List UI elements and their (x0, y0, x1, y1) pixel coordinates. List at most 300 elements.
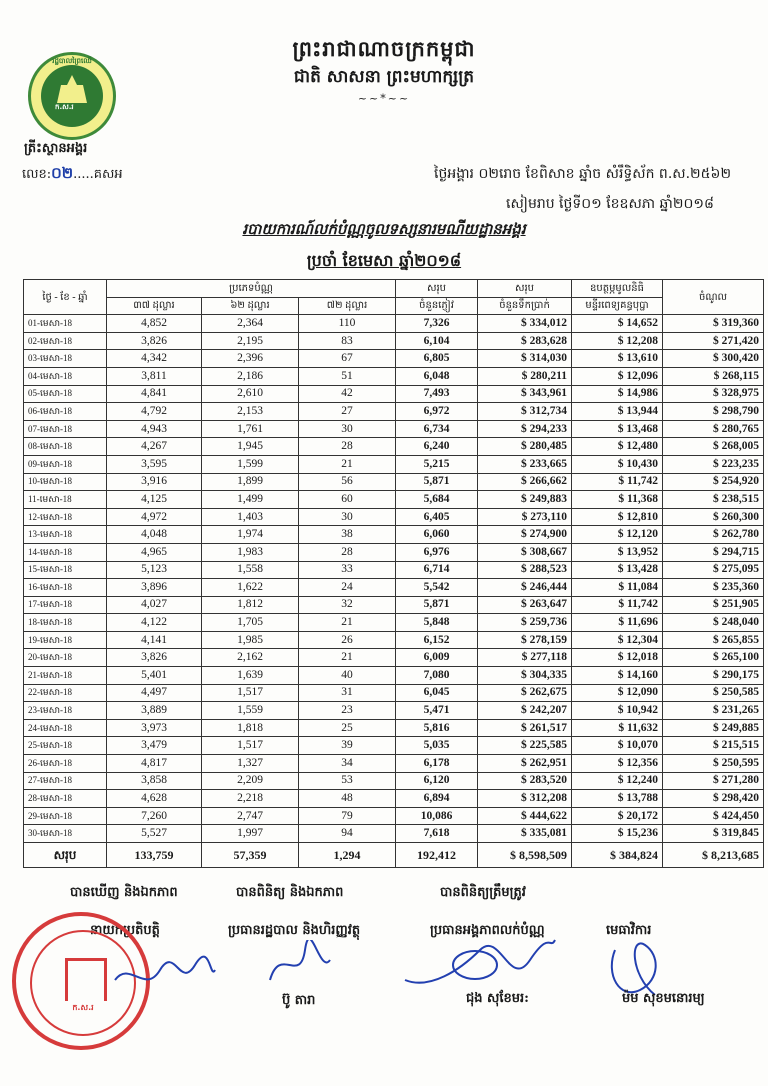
cell-37: 3,826 (107, 332, 202, 350)
cell-visitors: 6,734 (396, 420, 478, 438)
table-row (24, 526, 764, 544)
table-row (24, 790, 764, 808)
cell-72: 42 (299, 385, 396, 403)
cell-37: 4,048 (107, 526, 202, 544)
seen-approved-label: បានឃើញ និងឯកភាព (70, 885, 178, 900)
cell-date: 08-មេសា-18 (24, 438, 107, 456)
cell-money: $ 312,734 (478, 403, 572, 421)
table-row (24, 737, 764, 755)
cell-visitors: 5,871 (396, 473, 478, 491)
sales-table (23, 279, 764, 868)
header-ornament: ~~*~~ (357, 92, 411, 105)
cell-money: $ 233,665 (478, 455, 572, 473)
cell-72: 38 (299, 526, 396, 544)
cell-72: 32 (299, 596, 396, 614)
cell-72: 25 (299, 719, 396, 737)
cell-date: 16-មេសា-18 (24, 579, 107, 597)
table-row (24, 702, 764, 720)
admin-finance-title: ប្រធានរដ្ឋបាល និងហិរញ្ញវត្ថុ (228, 923, 361, 938)
cell-37: 4,965 (107, 543, 202, 561)
reference-value: ០២ (51, 164, 74, 182)
table-row (24, 332, 764, 350)
cell-62: 1,818 (202, 719, 299, 737)
cell-visitors: 5,471 (396, 702, 478, 720)
table-row (24, 543, 764, 561)
stamp-text: ក.ស.រ (72, 1003, 94, 1012)
cell-37: 4,125 (107, 491, 202, 509)
director-name: ម៉ម សុខមនោរម្យ (622, 991, 705, 1006)
col-total-visitors-bottom: ចំនួនភ្ញៀវ (396, 297, 478, 315)
cell-72: 31 (299, 684, 396, 702)
cell-62: 2,610 (202, 385, 299, 403)
cell-visitors: 6,009 (396, 649, 478, 667)
cell-72: 39 (299, 737, 396, 755)
cell-37: 3,595 (107, 455, 202, 473)
cell-37: 4,943 (107, 420, 202, 438)
cell-income: $ 271,280 (663, 772, 764, 790)
cell-income: $ 424,450 (663, 807, 764, 825)
cell-72: 53 (299, 772, 396, 790)
table-row (24, 772, 764, 790)
cell-money: $ 246,444 (478, 579, 572, 597)
col-62-dollar: ៦២ ដុល្លារ (202, 297, 299, 315)
total-72: 1,294 (299, 843, 396, 868)
cell-72: 48 (299, 790, 396, 808)
cell-62: 1,974 (202, 526, 299, 544)
cell-fund: $ 11,742 (572, 473, 663, 491)
cell-62: 1,639 (202, 667, 299, 685)
total-37: 133,759 (107, 843, 202, 868)
cell-62: 1,899 (202, 473, 299, 491)
cell-37: 5,527 (107, 825, 202, 843)
cell-money: $ 288,523 (478, 561, 572, 579)
table-row (24, 350, 764, 368)
cell-fund: $ 13,610 (572, 350, 663, 368)
cell-date: 09-មេសា-18 (24, 455, 107, 473)
office-name: ត្រីះស្ថានអង្គរ (24, 141, 88, 156)
cell-income: $ 265,100 (663, 649, 764, 667)
table-row (24, 420, 764, 438)
cell-37: 4,628 (107, 790, 202, 808)
cell-fund: $ 12,096 (572, 367, 663, 385)
cell-visitors: 6,104 (396, 332, 478, 350)
cell-income: $ 300,420 (663, 350, 764, 368)
cell-fund: $ 13,428 (572, 561, 663, 579)
reference-prefix: លេខ: (22, 167, 52, 182)
cell-income: $ 223,235 (663, 455, 764, 473)
cell-visitors: 6,045 (396, 684, 478, 702)
cell-date: 01-មេសា-18 (24, 315, 107, 333)
col-ticket-type: ប្រភេទបំណ្ណ (107, 280, 396, 298)
cell-visitors: 6,060 (396, 526, 478, 544)
cell-income: $ 319,845 (663, 825, 764, 843)
cell-fund: $ 12,240 (572, 772, 663, 790)
lunar-date: ថ្ងៃអង្គារ ០២រោច ខែពិសាខ ឆ្នាំច សំរឹទ្ធិស័ក ព.ស.២៥៦២ (434, 166, 732, 182)
table-row (24, 649, 764, 667)
cell-62: 1,517 (202, 684, 299, 702)
logo-tag: ក.ស.រ (55, 103, 74, 111)
cell-37: 3,811 (107, 367, 202, 385)
total-row (24, 843, 764, 868)
cell-date: 19-មេសា-18 (24, 631, 107, 649)
executive-director-title: នាយកប្រតិបត្តិ (90, 923, 160, 938)
cell-37: 3,858 (107, 772, 202, 790)
cell-37: 3,973 (107, 719, 202, 737)
cell-income: $ 280,765 (663, 420, 764, 438)
temple-icon (55, 75, 89, 103)
cell-income: $ 265,855 (663, 631, 764, 649)
col-fund-top: ឧបត្ថម្ភមូលនិធិ (572, 280, 663, 298)
cell-fund: $ 13,788 (572, 790, 663, 808)
cell-date: 28-មេសា-18 (24, 790, 107, 808)
cell-income: $ 271,420 (663, 332, 764, 350)
total-visitors: 192,412 (396, 843, 478, 868)
cell-fund: $ 12,480 (572, 438, 663, 456)
cell-date: 15-មេសា-18 (24, 561, 107, 579)
cell-72: 60 (299, 491, 396, 509)
cell-money: $ 261,517 (478, 719, 572, 737)
cell-37: 3,889 (107, 702, 202, 720)
reference-number (22, 164, 123, 186)
cell-37: 4,792 (107, 403, 202, 421)
table-row (24, 755, 764, 773)
cell-date: 14-មេសា-18 (24, 543, 107, 561)
cell-62: 1,558 (202, 561, 299, 579)
cell-72: 21 (299, 614, 396, 632)
cell-date: 21-មេសា-18 (24, 667, 107, 685)
cell-date: 13-មេសា-18 (24, 526, 107, 544)
table-row (24, 315, 764, 333)
cell-money: $ 280,211 (478, 367, 572, 385)
cell-62: 2,747 (202, 807, 299, 825)
cell-37: 4,972 (107, 508, 202, 526)
cell-72: 21 (299, 455, 396, 473)
cell-62: 1,327 (202, 755, 299, 773)
cell-37: 4,122 (107, 614, 202, 632)
cell-money: $ 334,012 (478, 315, 572, 333)
cell-fund: $ 20,172 (572, 807, 663, 825)
cell-visitors: 5,871 (396, 596, 478, 614)
cell-visitors: 7,326 (396, 315, 478, 333)
cell-visitors: 6,714 (396, 561, 478, 579)
total-62: 57,359 (202, 843, 299, 868)
cell-money: $ 259,736 (478, 614, 572, 632)
cell-money: $ 262,951 (478, 755, 572, 773)
col-fund-bottom: មន្ទីរពេទ្យគន្ធបុប្ផា (572, 297, 663, 315)
signature-executive (110, 950, 220, 1000)
cell-62: 1,599 (202, 455, 299, 473)
cell-62: 1,499 (202, 491, 299, 509)
cell-fund: $ 11,084 (572, 579, 663, 597)
cell-visitors: 5,215 (396, 455, 478, 473)
cell-72: 79 (299, 807, 396, 825)
cell-date: 05-មេសា-18 (24, 385, 107, 403)
cell-fund: $ 12,356 (572, 755, 663, 773)
cell-fund: $ 10,942 (572, 702, 663, 720)
cell-37: 5,401 (107, 667, 202, 685)
cell-money: $ 278,159 (478, 631, 572, 649)
cell-visitors: 5,816 (396, 719, 478, 737)
cell-date: 10-មេសា-18 (24, 473, 107, 491)
cell-income: $ 298,790 (663, 403, 764, 421)
agency-logo (28, 52, 116, 140)
cell-money: $ 280,485 (478, 438, 572, 456)
col-total-money-top: សរុប (478, 280, 572, 298)
cell-income: $ 294,715 (663, 543, 764, 561)
cell-72: 26 (299, 631, 396, 649)
cell-visitors: 6,805 (396, 350, 478, 368)
cell-72: 28 (299, 438, 396, 456)
table-row (24, 403, 764, 421)
cell-fund: $ 13,944 (572, 403, 663, 421)
table-row (24, 508, 764, 526)
cell-visitors: 6,972 (396, 403, 478, 421)
cell-money: $ 308,667 (478, 543, 572, 561)
cell-62: 2,162 (202, 649, 299, 667)
cell-37: 3,916 (107, 473, 202, 491)
cell-72: 28 (299, 543, 396, 561)
cell-income: $ 251,905 (663, 596, 764, 614)
cell-visitors: 6,976 (396, 543, 478, 561)
cell-72: 34 (299, 755, 396, 773)
table-row (24, 473, 764, 491)
cell-fund: $ 12,120 (572, 526, 663, 544)
cell-date: 02-មេសា-18 (24, 332, 107, 350)
reference-suffix: .....គសអ (73, 167, 123, 182)
cell-62: 2,364 (202, 315, 299, 333)
cell-money: $ 294,233 (478, 420, 572, 438)
stamp-temple-icon (65, 958, 107, 1001)
cell-62: 1,812 (202, 596, 299, 614)
cell-date: 25-មេសា-18 (24, 737, 107, 755)
cell-fund: $ 11,368 (572, 491, 663, 509)
cell-date: 06-មេសា-18 (24, 403, 107, 421)
cell-date: 30-មេសា-18 (24, 825, 107, 843)
cell-income: $ 268,115 (663, 367, 764, 385)
col-date: ថ្ងៃ - ខែ - ឆ្នាំ (24, 280, 107, 315)
cell-62: 1,761 (202, 420, 299, 438)
cell-date: 04-មេសា-18 (24, 367, 107, 385)
ticket-unit-title: ប្រធានអង្គភាពលក់បំណ្ណ (430, 923, 545, 938)
table-row (24, 684, 764, 702)
col-37-dollar: ៣៧ ដុល្លារ (107, 297, 202, 315)
cell-62: 1,983 (202, 543, 299, 561)
table-row (24, 561, 764, 579)
cell-income: $ 215,515 (663, 737, 764, 755)
cell-fund: $ 15,236 (572, 825, 663, 843)
cell-money: $ 266,662 (478, 473, 572, 491)
cell-fund: $ 11,632 (572, 719, 663, 737)
cell-income: $ 268,005 (663, 438, 764, 456)
cell-62: 1,985 (202, 631, 299, 649)
cell-72: 83 (299, 332, 396, 350)
cell-62: 1,997 (202, 825, 299, 843)
col-72-dollar: ៧២ ដុល្លារ (299, 297, 396, 315)
cell-72: 23 (299, 702, 396, 720)
col-total-visitors-top: សរុប (396, 280, 478, 298)
cell-37: 4,027 (107, 596, 202, 614)
logo-ring-text: រដ្ឋបាលព្រៃឈើ (52, 57, 92, 65)
table-row (24, 719, 764, 737)
solar-date: សៀមរាប ថ្ងៃទី០១ ខែឧសភា ឆ្នាំ២០១៨ (506, 196, 714, 212)
cell-date: 12-មេសា-18 (24, 508, 107, 526)
cell-money: $ 283,520 (478, 772, 572, 790)
cell-income: $ 250,585 (663, 684, 764, 702)
cell-37: 4,342 (107, 350, 202, 368)
cell-date: 27-មេសា-18 (24, 772, 107, 790)
cell-income: $ 235,360 (663, 579, 764, 597)
cell-72: 67 (299, 350, 396, 368)
table-row (24, 367, 764, 385)
total-fund: $ 384,824 (572, 843, 663, 868)
cell-37: 3,479 (107, 737, 202, 755)
cell-date: 29-មេសា-18 (24, 807, 107, 825)
cell-visitors: 6,894 (396, 790, 478, 808)
cell-date: 03-មេសា-18 (24, 350, 107, 368)
table-row (24, 596, 764, 614)
cell-fund: $ 12,090 (572, 684, 663, 702)
col-income: ចំណូល (663, 280, 764, 315)
cell-money: $ 263,647 (478, 596, 572, 614)
cell-money: $ 262,675 (478, 684, 572, 702)
cell-fund: $ 14,160 (572, 667, 663, 685)
cell-72: 94 (299, 825, 396, 843)
cell-income: $ 248,040 (663, 614, 764, 632)
cell-income: $ 262,780 (663, 526, 764, 544)
table-body (24, 315, 764, 843)
cell-income: $ 254,920 (663, 473, 764, 491)
cell-fund: $ 12,208 (572, 332, 663, 350)
cell-62: 1,945 (202, 438, 299, 456)
cell-72: 40 (299, 667, 396, 685)
cell-visitors: 6,240 (396, 438, 478, 456)
total-income: $ 8,213,685 (663, 843, 764, 868)
cell-37: 4,817 (107, 755, 202, 773)
cell-fund: $ 12,304 (572, 631, 663, 649)
col-total-money-bottom: ចំនួនទឹកប្រាក់ (478, 297, 572, 315)
report-period: ប្រចាំ ខែមេសា ឆ្នាំ២០១៨ (306, 251, 462, 270)
cell-fund: $ 13,952 (572, 543, 663, 561)
cell-72: 27 (299, 403, 396, 421)
cell-income: $ 238,515 (663, 491, 764, 509)
admin-name: ប៊ូ តារា (282, 993, 316, 1008)
cell-income: $ 231,265 (663, 702, 764, 720)
cell-money: $ 273,110 (478, 508, 572, 526)
cell-money: $ 274,900 (478, 526, 572, 544)
cell-visitors: 6,048 (396, 367, 478, 385)
signature-admin (260, 940, 340, 990)
cell-visitors: 6,152 (396, 631, 478, 649)
cell-money: $ 343,961 (478, 385, 572, 403)
cell-72: 24 (299, 579, 396, 597)
cell-date: 18-មេសា-18 (24, 614, 107, 632)
cell-money: $ 249,883 (478, 491, 572, 509)
cell-72: 51 (299, 367, 396, 385)
cell-62: 2,396 (202, 350, 299, 368)
cell-money: $ 304,335 (478, 667, 572, 685)
cell-money: $ 312,208 (478, 790, 572, 808)
cell-62: 1,622 (202, 579, 299, 597)
kingdom-heading: ព្រះរាជាណាចក្រកម្ពុជា (292, 36, 476, 61)
cell-62: 2,153 (202, 403, 299, 421)
table-row (24, 667, 764, 685)
cell-62: 2,218 (202, 790, 299, 808)
cell-money: $ 335,081 (478, 825, 572, 843)
cell-visitors: 10,086 (396, 807, 478, 825)
cell-62: 1,403 (202, 508, 299, 526)
cell-income: $ 275,095 (663, 561, 764, 579)
cell-money: $ 225,585 (478, 737, 572, 755)
total-money: $ 8,598,509 (478, 843, 572, 868)
cell-fund: $ 14,652 (572, 315, 663, 333)
cell-visitors: 5,035 (396, 737, 478, 755)
cell-72: 56 (299, 473, 396, 491)
cell-37: 4,852 (107, 315, 202, 333)
cell-37: 7,260 (107, 807, 202, 825)
director-title: មេធាវិការ (606, 923, 652, 938)
motto-heading: ជាតិ សាសនា ព្រះមហាក្សត្រ (293, 67, 475, 87)
cell-date: 22-មេសា-18 (24, 684, 107, 702)
cell-date: 07-មេសា-18 (24, 420, 107, 438)
table-row (24, 455, 764, 473)
cell-62: 1,517 (202, 737, 299, 755)
cell-72: 30 (299, 420, 396, 438)
cell-income: $ 319,360 (663, 315, 764, 333)
table-row (24, 807, 764, 825)
cell-fund: $ 14,986 (572, 385, 663, 403)
cell-income: $ 260,300 (663, 508, 764, 526)
cell-fund: $ 10,070 (572, 737, 663, 755)
cell-income: $ 298,420 (663, 790, 764, 808)
cell-date: 23-មេសា-18 (24, 702, 107, 720)
table-row (24, 631, 764, 649)
cell-date: 11-មេសា-18 (24, 491, 107, 509)
cell-date: 20-មេសា-18 (24, 649, 107, 667)
cell-37: 3,826 (107, 649, 202, 667)
cell-62: 2,195 (202, 332, 299, 350)
cell-72: 30 (299, 508, 396, 526)
cell-visitors: 5,684 (396, 491, 478, 509)
cell-visitors: 6,178 (396, 755, 478, 773)
cell-72: 110 (299, 315, 396, 333)
cell-fund: $ 10,430 (572, 455, 663, 473)
cell-visitors: 5,848 (396, 614, 478, 632)
ticket-unit-name: ជុង សុខែមរ: (466, 991, 529, 1006)
cell-37: 4,497 (107, 684, 202, 702)
cell-income: $ 249,885 (663, 719, 764, 737)
cell-37: 4,267 (107, 438, 202, 456)
cell-37: 4,841 (107, 385, 202, 403)
cell-37: 4,141 (107, 631, 202, 649)
cell-72: 21 (299, 649, 396, 667)
cell-date: 17-មេសា-18 (24, 596, 107, 614)
cell-62: 1,559 (202, 702, 299, 720)
cell-visitors: 5,542 (396, 579, 478, 597)
cell-visitors: 7,493 (396, 385, 478, 403)
table-row (24, 614, 764, 632)
cell-money: $ 314,030 (478, 350, 572, 368)
checked-correct-label: បានពិនិត្យត្រឹមត្រូវ (440, 885, 526, 900)
cell-date: 24-មេសា-18 (24, 719, 107, 737)
checked-approved-label: បានពិនិត្យ និងឯកភាព (236, 885, 344, 900)
cell-fund: $ 12,018 (572, 649, 663, 667)
table-row (24, 491, 764, 509)
cell-37: 5,123 (107, 561, 202, 579)
cell-62: 2,186 (202, 367, 299, 385)
cell-37: 3,896 (107, 579, 202, 597)
total-label: សរុប (24, 843, 107, 868)
report-title: របាយការណ៍លក់បំណ្ណចូលទស្សនារមណីយដ្ឋានអង្គរ (242, 220, 526, 238)
